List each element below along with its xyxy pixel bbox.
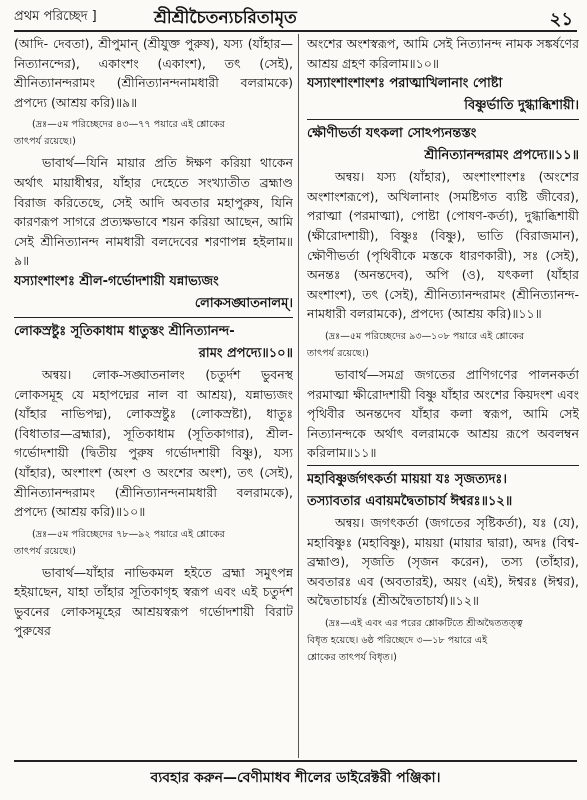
left-note-1-line-1: (দ্রঃ—৫ম পরিচ্ছেদের ৪৩—৭৭ পয়ারে এই শ্লোকের bbox=[32, 119, 225, 131]
column-divider bbox=[298, 34, 299, 758]
advertisement-footer: ব্যবহার করুন—বেণীমাধব শীলের ডাইরেক্টরী পঞ্জিকা। bbox=[14, 760, 577, 794]
left-note-2-line-2: তাৎপর্য রয়েছে।) bbox=[14, 545, 76, 557]
right-paragraph-1: অংশের অংশস্বরূপ, আমি সেই নিত্যানন্দ নামক সঙ্কর্ষণের আশ্রয় গ্রহণ করিলাম॥১০॥ bbox=[307, 36, 579, 71]
left-note-1-line-2: তাৎপর্য রয়েছে।) bbox=[14, 136, 76, 148]
page-number: ২১ bbox=[549, 9, 573, 30]
right-paragraph-3: ভাবার্থ—সমগ্র জগতের প্রাণিগণের পালনকর্তা পরমাত্মা ক্ষীরোদশায়ী বিষ্ণু যাঁহার অংশের কিয়দংশ এবং পৃথিবীর অনন্তদেব যাঁহার কলা স্বরূপ, আমি সেই নিত্যানন্দকে অর্থাৎ বলরামকে আশ্রয় রূপে অবলম্বন করিলাম॥১১॥ bbox=[307, 366, 579, 461]
left-verse-line-2: লোকসঙ্ঘাতনালম্। bbox=[194, 295, 293, 311]
right-note-1-line-1: (দ্রঃ—৫ম পরিচ্ছেদের ৯৩—১০৮ পয়ারে এই শ্লোকের bbox=[325, 330, 525, 342]
verse-divider bbox=[307, 465, 579, 466]
left-note-1 bbox=[14, 116, 293, 150]
chapter-label: প্রথম পরিচ্ছেদ ] bbox=[14, 9, 97, 24]
verse-divider bbox=[307, 119, 579, 120]
left-verse-line-3: লোকস্রষ্টুঃ সূতিকাধাম ধাতুস্তং শ্রীনিত্যানন্দ- bbox=[14, 323, 235, 339]
left-paragraph-1: (আদি- দেবতা), শ্রীপুমান্ (শ্রীযুক্ত পুরুষ), যস্য (যাঁহার—নিত্যানন্দের), একাংশং (একাংশ), তৎ (সেই), শ্রীনিত্যানন্দরামং (শ্রীনিত্যানন্দনামধারী বলরামকে) প্রপদ্যে (আশ্রয় করি)॥৯॥ bbox=[14, 36, 293, 110]
right-note-2-line-2: বিধৃত হয়েছে। ৬ষ্ঠ পরিচ্ছেদে ৩—১৮ পয়ারে এই bbox=[307, 634, 488, 646]
left-paragraph-3: অন্বয়। লোক-সঙ্ঘাতনালং (চতুর্দশ ভুবনস্থ লোকসমূহ যে মহাপদ্মের নাল বা আশ্রয়), যন্নাভ্যজং (যাঁহার নাভিপদ্ম), লোকস্রষ্টুঃ (লোকস্রষ্টা), ধাতুঃ (বিধাতার—ব্রহ্মার), সূতিকাধাম (সূতিকাগার), শ্রীল-গর্ভোদশায়ী (দ্বিতীয় পুরুষ গর্ভোদশায়ী বিষ্ণু), যস্য (যাঁহার), অংশাংশ (অংশ ও অংশের অংশ), তৎ (সেই), শ্রীনিত্যানন্দরামং (শ্রীনিত্যানন্দনামধারী বলরামকে), প্রপদ্যে (আশ্রয় করি)॥১০॥ bbox=[14, 366, 293, 520]
right-verse-line-5: মহাবিষ্ণুর্জগৎকর্তা মায়য়া যঃ সৃজত্যদঃ। bbox=[307, 471, 508, 487]
left-paragraph-2: ভাবার্থ—যিনি মায়ার প্রতি ঈক্ষণ করিয়া থাকেন অর্থাৎ মায়াধীশ্বর, যাঁহার দেহেতে সংখ্যাতীত ব্রহ্মাণ্ড বিরাজ করিতেছে, সেই আদি অবতার মহাপুরুষ, যিনি কারণরূপ সাগরে প্রত্যক্ষভাবে শয়ন করিয়া আছেন, আমি সেই শ্রীনিত্যানন্দ নামধারী বলদেবের শরণাপন্ন হইলাম॥৯॥ bbox=[14, 155, 293, 269]
book-title: শ্রীশ্রীচৈতন্যচরিতামৃত bbox=[154, 8, 297, 28]
right-column bbox=[307, 34, 579, 758]
left-paragraph-4: ভাবার্থ—যাঁহার নাভিকমল হইতে ব্রহ্মা সমুৎপন্ন হইয়াছেন, যাহা তাঁহার সূতিকাগৃহ স্বরূপ এবং এই চতুর্দশ ভুবনের লোকসমূহের আশ্রয়স্বরূপ গর্ভোদশায়ী বিরাট পুরুষের bbox=[14, 564, 293, 639]
left-note-2-line-1: (দ্রঃ—৫ম পরিচ্ছেদের ৭৮—৯২ পয়ারে এই শ্লোকের bbox=[32, 528, 225, 540]
right-note-1-line-2: তাৎপর্য রয়েছে।) bbox=[307, 347, 369, 359]
right-verse-line-3: ক্ষৌণীভর্তা যৎকলা সোঽপ্যনন্তস্তং bbox=[307, 126, 477, 142]
right-verse-line-4: শ্রীনিত্যানন্দরামং প্রপদ্যে॥১১॥ bbox=[424, 148, 579, 164]
right-verse-line-6: তস্যাবতার এবায়মদ্বৈতাচার্য ঈশ্বরঃ॥১২॥ bbox=[307, 493, 513, 509]
left-verse-line-1: যস্যাংশাংশঃ শ্রীল-গর্ভোদশায়ী যন্নাভ্যজং bbox=[14, 273, 219, 289]
right-note-2 bbox=[307, 615, 579, 666]
left-column bbox=[14, 34, 293, 758]
right-paragraph-2: অন্বয়। যস্য (যাঁহার), অংশাংশাংশঃ (অংশের অংশাংশরূপে), অখিলানাং (সমষ্টিগত ব্যষ্টি জীবের), পরাত্মা (পরমাত্মা), পোষ্টা (পোষণ-কর্তা), দুগ্ধাব্ধিশায়ী (ক্ষীরোদশায়ী), বিষ্ণুঃ (বিষ্ণু), ভাতি (বিরাজমান), ক্ষৌণীভর্তা (পৃথিবীকে মস্তকে ধারণকারী), সঃ (সেই), অনন্তঃ (অনন্তদেব), অপি (ও), যৎকলা (যাঁহার অংশাংশ), তৎ (সেই), শ্রীনিত্যানন্দরামং (শ্রীনিত্যানন্দ-নামধারী বলরামকে), প্রপদ্যে (আশ্রয় করি)॥১১॥ bbox=[307, 169, 579, 322]
right-note-2-line-1: (দ্রঃ—এই এবং এর পরের শ্লোকটিতে শ্রীঅদ্বৈততত্ত্ব bbox=[325, 617, 523, 629]
left-note-2 bbox=[14, 526, 293, 560]
right-note-2-line-3: শ্লোকের তাৎপর্য বিধৃত।) bbox=[307, 651, 397, 663]
verse-divider bbox=[14, 317, 293, 318]
right-verse-line-1: যস্যাংশাংশাংশঃ পরাত্মাখিলানাং পোষ্টা bbox=[307, 76, 503, 92]
right-note-1 bbox=[307, 328, 579, 362]
right-verse-line-2: বিষ্ণুর্ভাতি দুগ্ধাব্ধিশায়ী। bbox=[464, 98, 579, 114]
left-verse-line-4: রামং প্রপদ্যে॥১০॥ bbox=[198, 345, 293, 361]
page-header bbox=[14, 2, 577, 32]
right-paragraph-4: অন্বয়। জগৎকর্তা (জগতের সৃষ্টিকর্তা), যঃ (যে), মহাবিষ্ণুঃ (মহাবিষ্ণু), মায়য়া (মায়ার দ্বারা), অদঃ (বিশ্ব-ব্রহ্মাণ্ড), সৃজতি (সৃজন করেন), তস্য (তাঁহার), অবতারঃ এব (অবতারই), অয়ং (এই), ঈশ্বরঃ (ঈশ্বর), অদ্বৈতাচার্যঃ (শ্রীঅদ্বৈতাচার্য)॥১২॥ bbox=[307, 514, 579, 609]
